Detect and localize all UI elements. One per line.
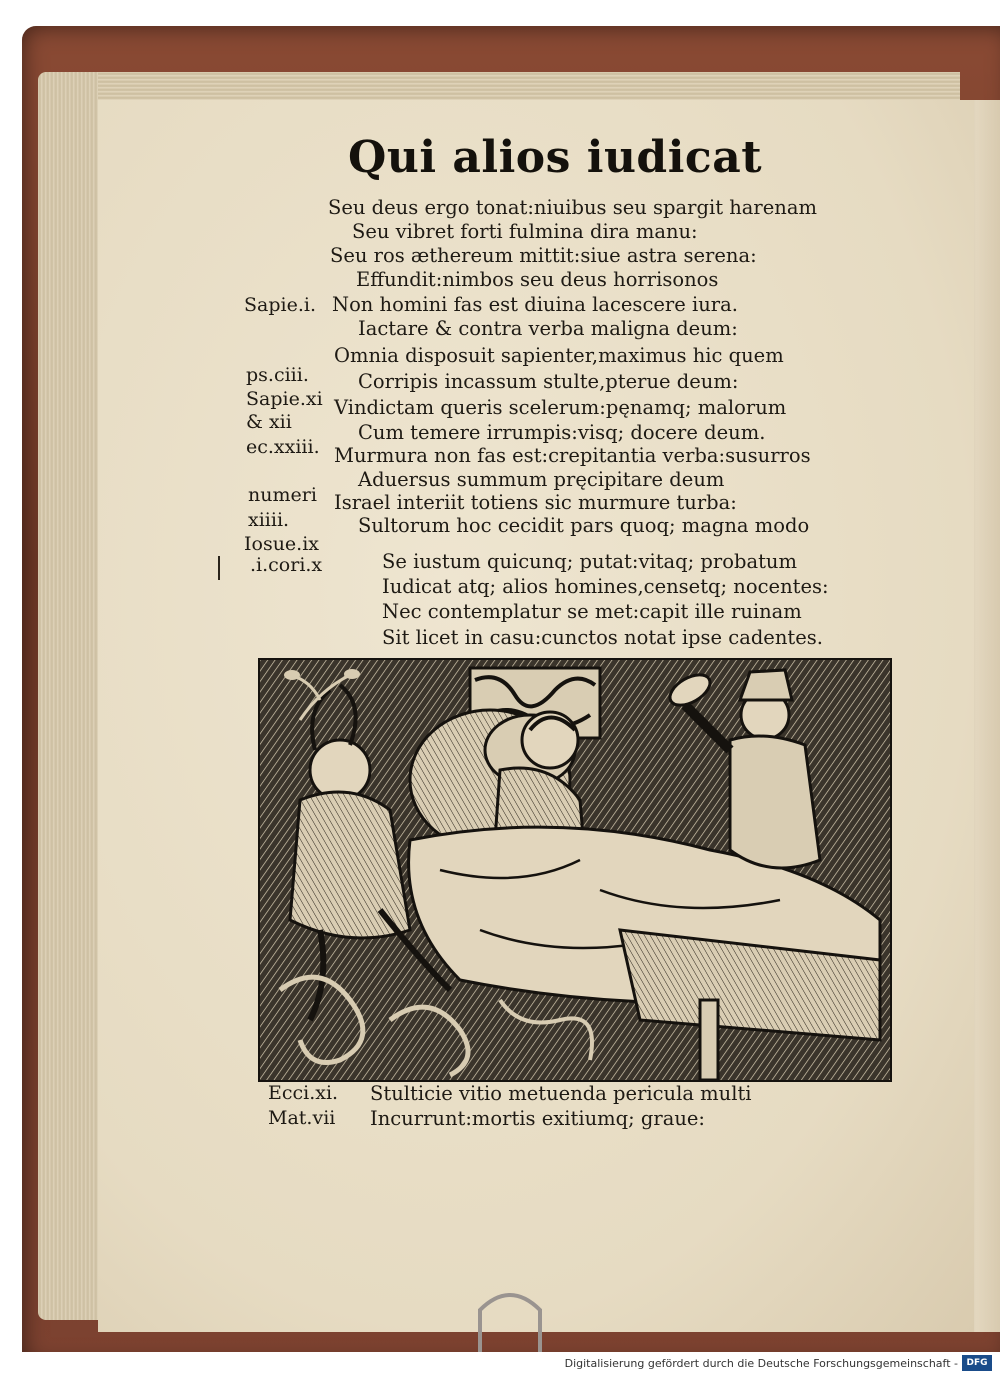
margin-reference: numeri (248, 484, 317, 506)
verse-line: Stulticie vitio metuenda pericula multi (370, 1082, 752, 1105)
verse-line: Seu ros æthereum mittit:siue astra serena: (330, 244, 757, 267)
verse-line: Sit licet in casu:cunctos notat ipse cadentes. (382, 626, 823, 649)
margin-reference: Sapie.xi (246, 388, 323, 410)
woodcut-drawing (260, 660, 890, 1080)
verse-line: Seu deus ergo tonat:niuibus seu spargit harenam (328, 196, 817, 219)
footer-bar (0, 1352, 1000, 1375)
margin-reference: Ecci.xi. (268, 1082, 339, 1104)
margin-reference: .i.cori.x (250, 554, 323, 576)
footer-credit: Digitalisierung gefördert durch die Deutsche Forschungsgemeinschaft - (564, 1357, 958, 1370)
woodcut-illustration (258, 658, 892, 1082)
verse-line: Cum temere irrumpis:visq; docere deum. (358, 421, 766, 444)
verse-line: Non homini fas est diuina lacescere iura. (332, 293, 738, 316)
verse-line: Effundit:nimbos seu deus horrisonos (356, 268, 719, 291)
verse-line: Murmura non fas est:crepitantia verba:susurros (334, 444, 811, 467)
book-clip (470, 1290, 550, 1352)
margin-reference: Mat.vii (268, 1107, 336, 1129)
margin-reference: ec.xxiii. (246, 436, 320, 458)
margin-reference: & xii (246, 411, 292, 433)
verse-line: Israel interiit totiens sic murmure turba: (334, 491, 737, 514)
verse-line: Seu vibret forti fulmina dira manu: (352, 220, 698, 243)
verse-line: Corripis incassum stulte,pterue deum: (358, 370, 739, 393)
verse-line: Nec contemplatur se met:capit ille ruinam (382, 600, 802, 623)
margin-reference: Sapie.i. (244, 294, 316, 316)
margin-reference: ps.ciii. (246, 364, 309, 386)
verse-line: Omnia disposuit sapienter,maximus hic quem (334, 344, 784, 367)
margin-reference: Iosue.ix (244, 533, 320, 555)
verse-line: Aduersus summum pręcipitare deum (358, 468, 725, 491)
page-title: Qui alios iudicat (348, 132, 763, 183)
verse-line: Incurrunt:mortis exitiumq; graue: (370, 1107, 705, 1130)
verse-line: Se iustum quicunq; putat:vitaq; probatum (382, 550, 797, 573)
verse-line: Sultorum hoc cecidit pars quoq; magna modo (358, 514, 810, 537)
verse-line: Iudicat atq; alios homines,censetq; nocentes: (382, 575, 829, 598)
margin-reference: xiiii. (248, 509, 290, 531)
page-side-edges (38, 72, 98, 1320)
margin-rule (218, 556, 220, 580)
verse-line: Iactare & contra verba maligna deum: (358, 317, 738, 340)
dfg-logo: DFG (962, 1355, 992, 1371)
verse-line: Vindictam queris scelerum:pęnamq; malorum (334, 396, 787, 419)
